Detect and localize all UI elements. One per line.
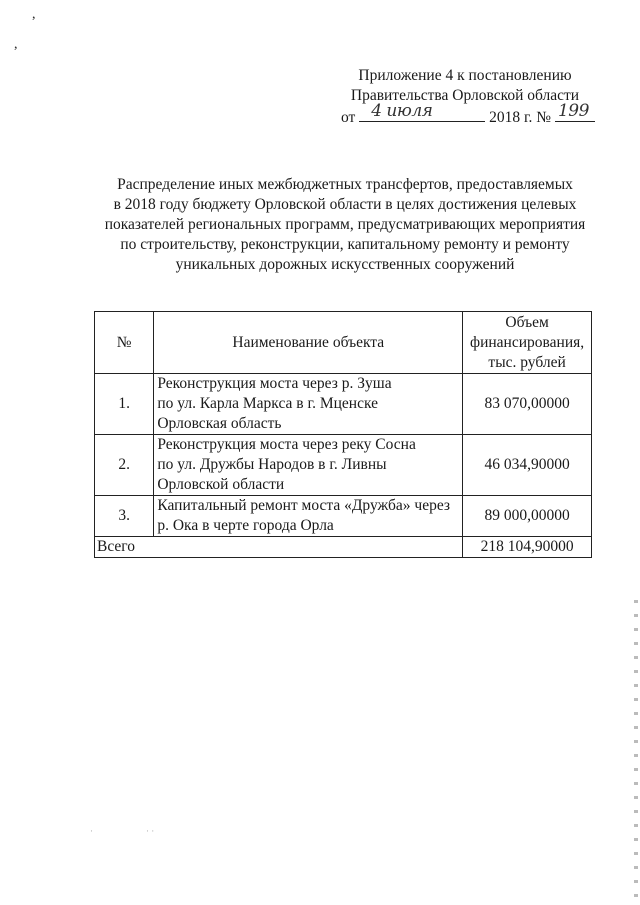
row-number: 2. bbox=[95, 435, 154, 496]
appendix-line-1: Приложение 4 к постановлению bbox=[358, 67, 572, 84]
object-name-line: по ул. Карла Маркса в г. Мценске bbox=[157, 395, 378, 412]
number-blank bbox=[555, 101, 595, 122]
scan-mark: , bbox=[14, 37, 18, 52]
year-label: 2018 г. № bbox=[489, 109, 552, 126]
appendix-header bbox=[330, 66, 600, 106]
header-amount-line: финансирования, bbox=[470, 333, 585, 351]
appendix-date-line bbox=[341, 101, 595, 128]
financing-amount: 89 000,00000 bbox=[463, 496, 592, 537]
title-line: уникальных дорожных искусственных сооружений bbox=[175, 256, 515, 273]
appendix-line-2: Правительства Орловской области bbox=[350, 87, 580, 104]
object-name bbox=[154, 374, 463, 435]
title-line: по строительству, реконструкции, капитальному ремонту и ремонту bbox=[120, 236, 570, 253]
header-name: Наименование объекта bbox=[154, 312, 463, 374]
row-number: 3. bbox=[95, 496, 154, 537]
from-label: от bbox=[341, 109, 356, 126]
title-line: Распределение иных межбюджетных трансфертов, предоставляемых bbox=[117, 176, 573, 193]
financing-table bbox=[94, 311, 592, 558]
object-name-line: р. Ока в черте города Орла bbox=[157, 517, 334, 534]
financing-amount: 83 070,00000 bbox=[463, 374, 592, 435]
object-name bbox=[154, 496, 463, 537]
date-blank bbox=[359, 101, 485, 122]
title-line: в 2018 году бюджету Орловской области в целях достижения целевых bbox=[113, 196, 577, 213]
title-line: показателей региональных программ, предусматривающих мероприятия bbox=[104, 216, 586, 233]
table-row bbox=[95, 496, 592, 537]
scan-artifact: · bbox=[90, 826, 93, 836]
handwritten-number: 199 bbox=[557, 101, 589, 121]
table-header-row bbox=[95, 312, 592, 374]
scan-mark: , bbox=[32, 7, 36, 22]
object-name bbox=[154, 435, 463, 496]
object-name-line: Реконструкция моста через р. Зуша bbox=[157, 375, 392, 392]
financing-amount: 46 034,90000 bbox=[463, 435, 592, 496]
object-name-line: по ул. Дружбы Народов в г. Ливны bbox=[157, 456, 387, 473]
header-amount-line: тыс. рублей bbox=[488, 353, 566, 371]
header-amount bbox=[463, 312, 592, 374]
object-name-line: Орловской области bbox=[157, 476, 285, 493]
object-name-line: Капитальный ремонт моста «Дружба» через bbox=[157, 497, 451, 514]
handwritten-date: 4 июля bbox=[371, 101, 433, 121]
object-name-line: Реконструкция моста через реку Сосна bbox=[157, 436, 416, 453]
document-title bbox=[80, 175, 610, 275]
total-amount: 218 104,90000 bbox=[463, 537, 592, 558]
header-amount-line: Объем bbox=[505, 313, 549, 331]
table-total-row bbox=[95, 537, 592, 558]
scan-artifact: · · bbox=[146, 826, 155, 836]
object-name-line: Орловская область bbox=[157, 415, 282, 432]
total-label: Всего bbox=[95, 537, 463, 558]
table-row bbox=[95, 374, 592, 435]
table-row bbox=[95, 435, 592, 496]
row-number: 1. bbox=[95, 374, 154, 435]
header-number: № bbox=[95, 312, 154, 374]
scan-edge-marks bbox=[634, 600, 638, 900]
